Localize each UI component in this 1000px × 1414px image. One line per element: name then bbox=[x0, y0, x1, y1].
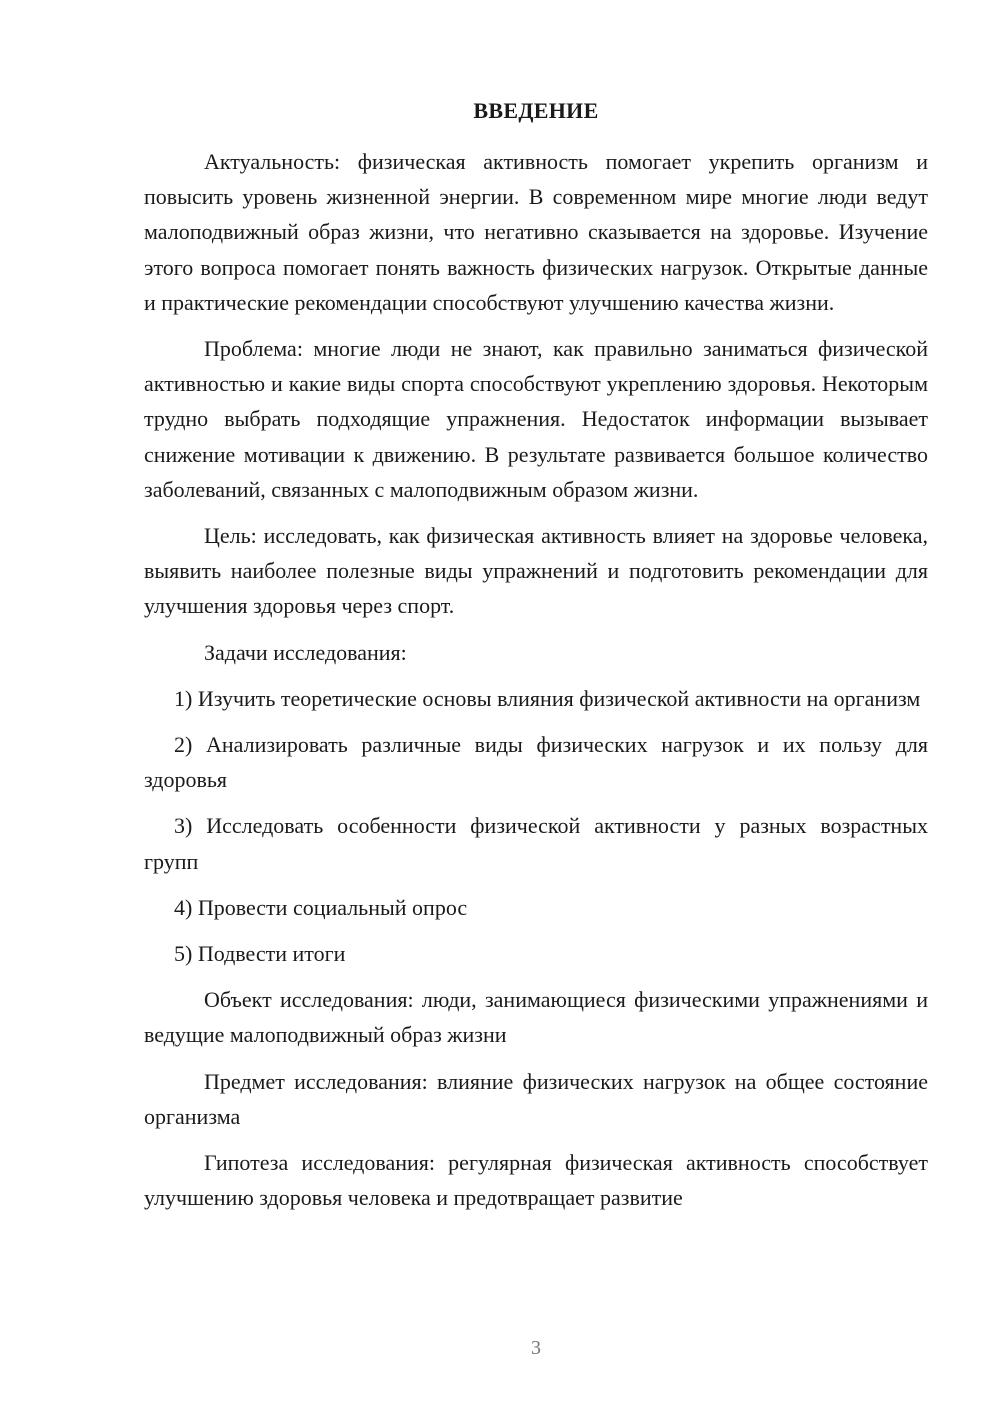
page-title: ВВЕДЕНИЕ bbox=[473, 98, 599, 123]
paragraph-goal: Цель: исследовать, как физическая активность влияет на здоровье человека, выявить наиболее полезные виды упражнений и подготовить рекомендации для улучшения здоровья через спорт. bbox=[144, 523, 928, 619]
task-item-5: 5) Подвести итоги bbox=[174, 941, 346, 967]
task-item-1: 1) Изучить теоретические основы влияния физической активности на организм bbox=[174, 685, 921, 711]
paragraph-relevance: Актуальность: физическая активность помогает укрепить организм и повысить уровень жизненной энергии. В современном мире многие люди ведут малоподвижный образ жизни, что негативно сказывается на здоровье. Изучение этого вопроса помогает понять важность физических нагрузок. Открытые данные и практические рекомендации способствуют улучшению качества жизни. bbox=[144, 149, 928, 315]
task-item-4: 4) Провести социальный опрос bbox=[174, 894, 468, 920]
paragraph-subject: Предмет исследования: влияние физических нагрузок на общее состояние организма bbox=[144, 1068, 928, 1129]
paragraph-problem: Проблема: многие люди не знают, как правильно заниматься физической активностью и какие виды спорта способствуют укреплению здоровья. Некоторым трудно выбрать подходящие упражнения. Недостаток информации вызывает снижение мотивации к движению. В результате развивается большое количество заболеваний, связанных с малоподвижным образом жизни. bbox=[144, 336, 928, 502]
document-body bbox=[144, 144, 928, 1226]
task-item-3: 3) Исследовать особенности физической активности у разных возрастных групп bbox=[144, 813, 928, 874]
document-page bbox=[144, 0, 928, 1414]
paragraph-object: Объект исследования: люди, занимающиеся физическими упражнениями и ведущие малоподвижный образ жизни bbox=[144, 987, 928, 1048]
task-item-2: 2) Анализировать различные виды физических нагрузок и их пользу для здоровья bbox=[144, 732, 928, 793]
paragraph-hypothesis: Гипотеза исследования: регулярная физическая активность способствует улучшению здоровья человека и предотвращает развитие bbox=[144, 1150, 928, 1211]
paragraph-tasks-heading: Задачи исследования: bbox=[204, 639, 407, 665]
page-number: 3 bbox=[531, 1337, 541, 1359]
